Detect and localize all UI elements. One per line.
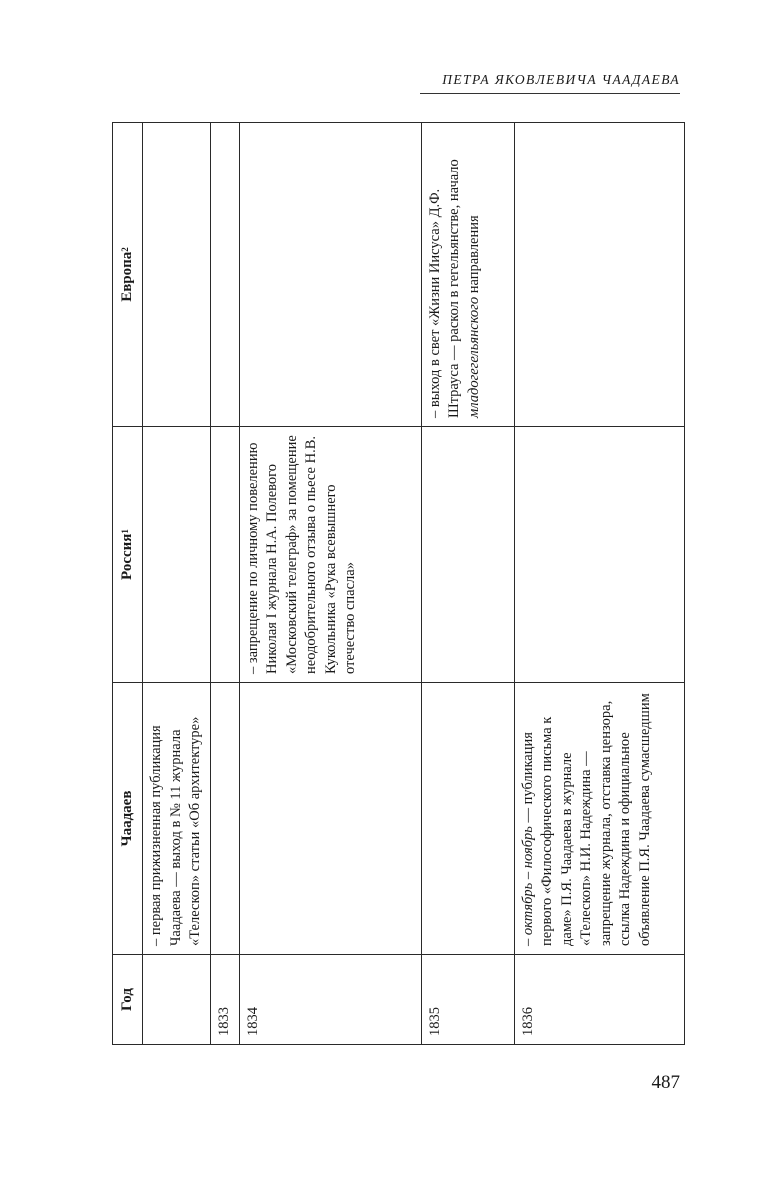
cell-europe <box>211 123 240 427</box>
header-europe <box>113 123 143 427</box>
header-year: Год <box>113 955 143 1045</box>
table-row <box>211 123 240 1045</box>
cell-europe <box>514 123 684 427</box>
cell-chaadaev <box>211 683 240 955</box>
chronology-table <box>112 122 685 1045</box>
chaadaev-italic-date: октябрь – ноябрь <box>519 826 536 936</box>
header-chaadaev: Чаадаев <box>113 683 143 955</box>
cell-chaadaev <box>421 683 514 955</box>
footnote-mark-2: 2 <box>119 247 130 252</box>
table-row <box>421 123 514 1045</box>
footnote-mark-1: 1 <box>119 529 130 534</box>
chaadaev-text: — публикация первого «Философического письма к даме» П.Я. Чаадаева в журнале «Телескоп» Н.И. Надеждина — запрещение журнала, отставка цензора, ссылка Надеждина и официальное объявление П.Я. Чаадаева сумасшедшим <box>519 693 653 946</box>
table-row <box>143 123 211 1045</box>
cell-chaadaev <box>514 683 684 955</box>
header-russia <box>113 427 143 683</box>
running-head: ПЕТРА ЯКОВЛЕВИЧА ЧААДАЕВА <box>442 72 680 87</box>
table-row <box>239 123 421 1045</box>
header-europe-label: Европа <box>118 251 135 302</box>
chaadaev-dash: – <box>519 935 536 946</box>
cell-chaadaev: – первая прижизненная публикация Чаадаева — выход в № 11 журнала «Телескоп» статьи «Об архитектуре» <box>143 683 211 955</box>
header-russia-label: Россия <box>118 533 135 580</box>
cell-year: 1836 <box>514 955 684 1045</box>
page-number: 487 <box>651 1072 680 1093</box>
cell-europe <box>421 123 514 427</box>
cell-year: 1834 <box>239 955 421 1045</box>
cell-chaadaev <box>239 683 421 955</box>
cell-year: 1835 <box>421 955 514 1045</box>
cell-russia <box>514 427 684 683</box>
cell-europe <box>239 123 421 427</box>
cell-russia <box>211 427 240 683</box>
cell-russia: – запрещение по личному повелению Николая I журнала Н.А. Полевого «Московский телеграф» за помещение неодобрительного отзыва о пьесе Н.В. Кукольника «Рука всевышнего отечество спасла» <box>239 427 421 683</box>
cell-russia <box>143 427 211 683</box>
table-row <box>514 123 684 1045</box>
table-header-row <box>113 123 143 1045</box>
cell-russia <box>421 427 514 683</box>
cell-year: 1833 <box>211 955 240 1045</box>
europe-text-tail: направления <box>465 215 482 297</box>
chronology-table-frame <box>112 123 678 1045</box>
europe-italic-term: младогегельянского <box>465 296 482 418</box>
europe-text: – выход в свет «Жизни Иисуса» Д.Ф. Штрауса — раскол в гегельянстве, начало <box>426 159 462 418</box>
cell-europe <box>143 123 211 427</box>
cell-year <box>143 955 211 1045</box>
running-head-rule <box>420 93 680 94</box>
